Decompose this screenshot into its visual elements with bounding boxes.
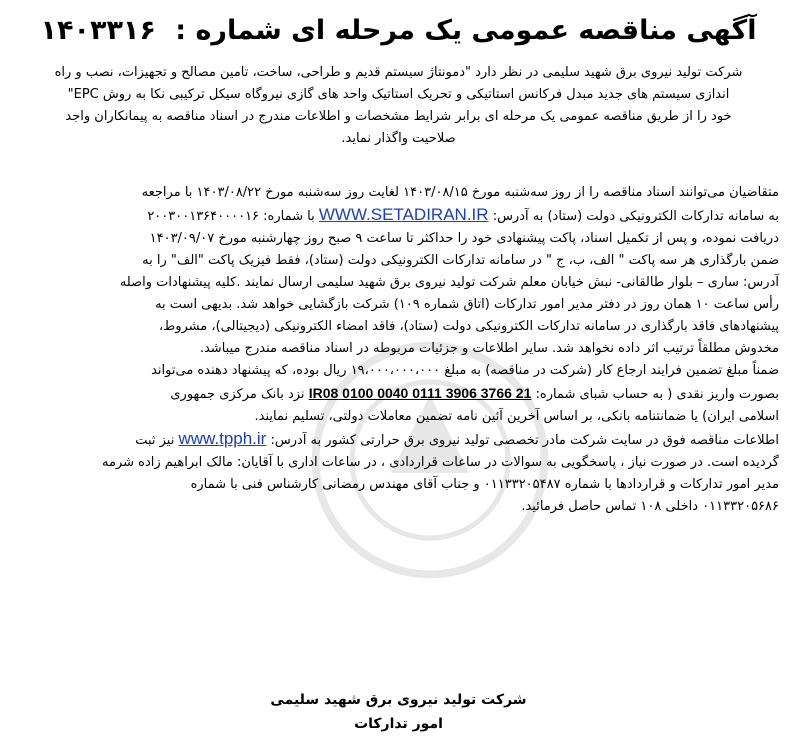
body-line: گردیده است. در صورت نیاز ، پاسخگویی به سوالات در ساعات قراردادی ، در ساعات اداری با آقایان: مالک ابراهیم زاده شرمه xyxy=(102,455,779,470)
body-line: رأس ساعت ۱۰ همان روز در دفتر مدیر امور تدارکات (اتاق شماره ۱۰۹) شرکت بازگشایی خواهد شد. بدیهی است به xyxy=(155,297,779,312)
footer-department: امور تدارکات xyxy=(354,716,443,732)
setad-address-label: به سامانه تدارکات الکترونیکی دولت (ستاد) به آدرس: xyxy=(492,209,779,224)
iban-label: بصورت واریز نقدی ( به حساب شبای شماره: xyxy=(535,387,779,402)
setad-number: با شماره: ۲۰۰۳۰۰۱۳۶۴۰۰۰۰۱۶ xyxy=(147,209,315,224)
footer-company: شرکت تولید نیروی برق شهید سلیمی xyxy=(270,692,527,708)
intro-line: صلاحیت واگذار نماید. xyxy=(341,131,456,146)
page-title xyxy=(18,14,779,48)
body-line: ضمناً مبلغ تضمین فرایند ارجاع کار (شرکت در مناقصه) به مبلغ ۱۹،۰۰۰،۰۰۰،۰۰۰ ریال بوده، که پیشنهاد دهنده می‌تواند xyxy=(151,363,779,378)
guarantee-paragraph xyxy=(18,360,779,428)
iban-number: IR08 0100 0040 0111 3906 3766 21 xyxy=(308,385,532,401)
body-line: ضمن بارگذاری هر سه پاکت " الف، ب، ج " در سامانه تدارکات الکترونیکی دولت (ستاد)، فقط فیزیک پاکت "الف" را به xyxy=(142,253,779,268)
body-line: آدرس: ساری – بلوار طالقانی- نبش خیابان معلم شرکت تولید نیروی برق شهید سلیمی ارسال نمایند .کلیه پیشنهادات واصله xyxy=(119,275,779,290)
details-paragraph xyxy=(18,182,779,360)
tpph-address-label: اطلاعات مناقصه فوق در سایت شرکت مادر تخصصی تولید نیروی برق حرارتی کشور به آدرس: xyxy=(270,433,779,448)
title-label: آگهی مناقصه عمومی یک مرحله ای شماره : xyxy=(175,15,757,46)
intro-paragraph xyxy=(18,62,779,150)
body-line: مدیر امور تدارکات و قراردادها با شماره ۰۱۱۳۳۲۰۵۴۸۷ و جناب آقای مهندس رمضانی کارشناس فنی با شماره xyxy=(190,477,779,492)
bank-name: نزد بانک مرکزی جمهوری xyxy=(170,387,305,402)
body-line: متقاضیان می‌توانند اسناد مناقصه را از روز سه‌شنبه مورخ ۱۴۰۳/۰۸/۱۵ لغایت روز سه‌شنبه مورخ ۱۴۰۳/۰۸/۲۲ با مراجعه xyxy=(141,185,779,200)
contact-paragraph xyxy=(18,428,779,518)
intro-line: اندازی سیستم های جدید مبدل فرکانس استاتیکی و تحریک استاتیک واحد های گازی نیروگاه سیکل ترکیبی نکا به روش EPC" xyxy=(67,87,730,102)
tpph-link[interactable]: www.tpph.ir xyxy=(178,429,267,448)
body-line: مخدوش مطلقاً ترتیب اثر داده نخواهد شد. سایر اطلاعات و جزئیات مربوطه در اسناد مناقصه مندرج میباشد. xyxy=(199,341,779,356)
tender-number: ۱۴۰۳۳۱۶ xyxy=(40,15,156,46)
setad-link[interactable]: WWW.SETADIRAN.IR xyxy=(318,205,489,224)
intro-line: خود را از طریق مناقصه عمومی یک مرحله ای برابر شرایط مشخصات و اطلاعات مندرج در اسناد مناقصه به پیمانکاران واجد xyxy=(65,109,732,124)
body-line: ۰۱۱۳۳۲۰۵۶۸۶ داخلی ۱۰۸ تماس حاصل فرمائید. xyxy=(521,499,779,514)
intro-line: شرکت تولید نیروی برق شهید سلیمی در نظر دارد "دمونتاژ سیستم قدیم و طراحی، ساخت، تامین مصالح و تجهیزات، نصب و راه xyxy=(54,65,743,80)
tpph-suffix: نیز ثبت xyxy=(135,433,175,448)
body-line xyxy=(18,382,779,406)
body-line xyxy=(18,204,779,228)
body-line: اسلامی ایران) یا ضمانتنامه بانکی، بر اساس آخرین آئین نامه تضمین معاملات دولتی، تسلیم نمایند. xyxy=(254,409,779,424)
body-line: پیشنهادهای فاقد بارگذاری در سامانه تدارکات الکترونیکی دولت (ستاد)، فاقد امضاء الکترونیکی (دیجیتالی)، مشروط، xyxy=(159,319,779,334)
body-line: دریافت نموده، و پس از تکمیل اسناد، پاکت پیشنهادی خود را حداکثر تا ساعت ۹ صبح روز چهارشنبه مورخ ۱۴۰۳/۰۹/۰۷ xyxy=(149,231,779,246)
signature-block xyxy=(0,688,797,736)
body-line xyxy=(18,428,779,452)
